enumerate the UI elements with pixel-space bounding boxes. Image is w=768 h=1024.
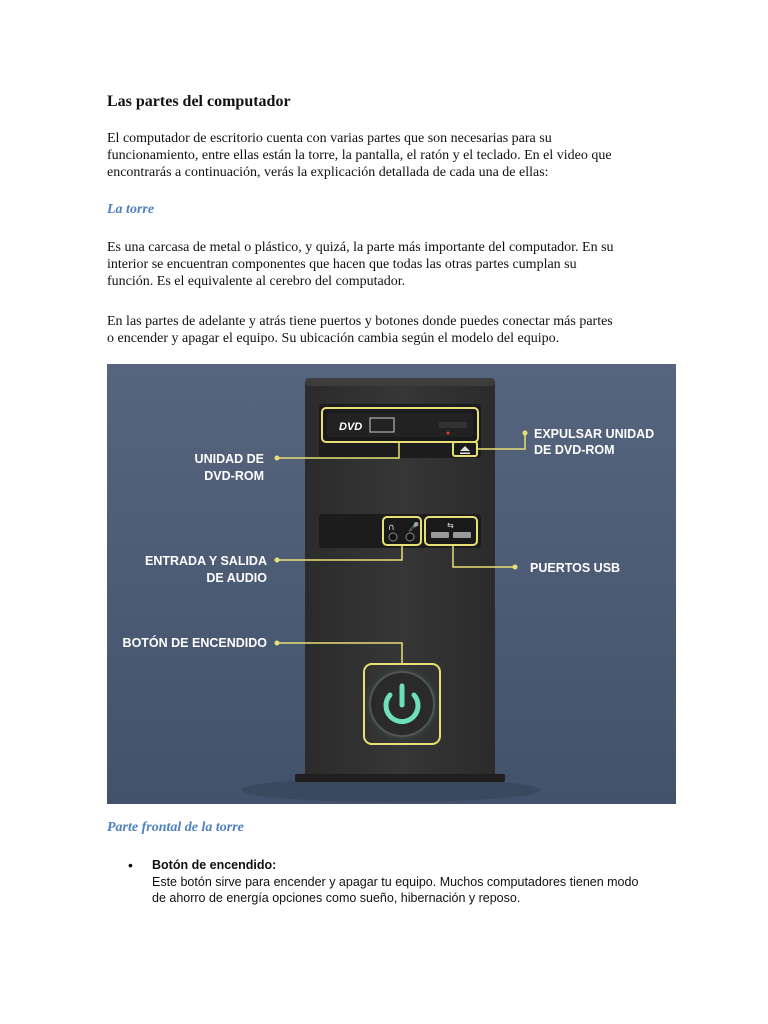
label-eject-line2: DE DVD-ROM [534,443,615,457]
microphone-jack [406,533,414,541]
label-dvd-rom-line2: DVD-ROM [204,469,264,483]
leader-dot [275,456,280,461]
intro-line: funcionamiento, entre ellas están la torre, la pantalla, el ratón y el teclado. En el video que [107,148,612,163]
paragraph-line: interior se encuentran componentes que hacen que todas las otras partes cumplan su [107,257,577,272]
label-audio-line2: DE AUDIO [206,571,267,585]
tower-diagram-figure [107,364,676,804]
microphone-icon: 🎤 [408,523,420,533]
usb-port [431,532,449,538]
label-power-button: BOTÓN DE ENCENDIDO [122,636,267,650]
torre-paragraph-1 [107,239,667,290]
dvd-logo-icon: DVD [339,421,363,433]
document-title: Las partes del computador [107,93,291,110]
tower-base [295,774,505,782]
headphone-icon: ∩ [388,523,395,533]
intro-paragraph [107,130,667,181]
bullet-icon: • [128,857,133,873]
paragraph-line: Es una carcasa de metal o plástico, y quizá, la parte más importante del computador. En su [107,240,614,255]
leader-dot [275,558,280,563]
bullet-line: de ahorro de energía opciones como sueño, hibernación y reposo. [152,891,521,905]
label-eject-line1: EXPULSAR UNIDAD [534,427,655,441]
paragraph-line: En las partes de adelante y atrás tiene puertos y botones donde puedes conectar más partes [107,314,613,329]
headphone-jack [389,533,397,541]
paragraph-line: función. Es el equivalente al cerebro del computador. [107,274,406,289]
label-audio-line1: ENTRADA Y SALIDA [144,554,267,568]
tower-top-edge [305,378,495,386]
leader-dot [523,431,528,436]
leader-dot [513,565,518,570]
intro-line: El computador de escritorio cuenta con varias partes que son necesarias para su [107,131,552,146]
torre-paragraph-2 [107,313,667,347]
bullet-line: Este botón sirve para encender y apagar tu equipo. Muchos computadores tienen modo [152,874,639,889]
drive-led [447,432,450,435]
bullet-body [152,857,682,907]
intro-line: encontrarás a continuación, verás la explicación detallada de cada una de ellas: [107,165,549,180]
bullet-title: Botón de encendido: [152,858,277,872]
section-heading-la-torre: La torre [107,202,155,217]
leader-dot [275,641,280,646]
usb-port [453,532,471,538]
usb-icon: ⇆ [447,521,454,530]
drive-slot [439,422,467,428]
label-dvd-rom-line1: UNIDAD DE [194,452,264,466]
label-usb-ports: PUERTOS USB [530,561,621,575]
section-heading-parte-frontal: Parte frontal de la torre [107,820,244,835]
paragraph-line: o encender y apagar el equipo. Su ubicación cambia según el modelo del equipo. [107,331,560,346]
